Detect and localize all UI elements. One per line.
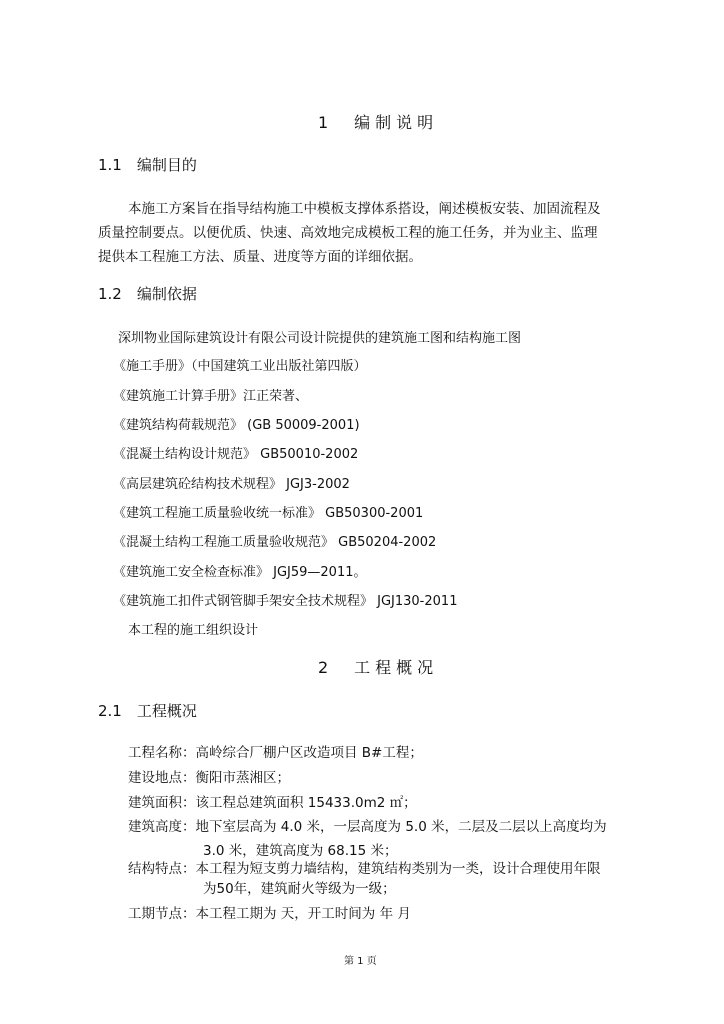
page-number: 第 1 页 [344, 956, 377, 967]
overview-line: 建筑高度：地下室层高为 4.0 米，一层高度为 5.0 米，二层及二层以上高度均为 [128, 819, 607, 835]
reference-item: 《建筑施工安全检查标准》 JGJ59—2011。 [113, 565, 367, 580]
overview-line: 建设地点：衡阳市蒸湘区； [128, 770, 290, 786]
overview-line: 3.0 米，建筑高度为 68.15 米； [203, 843, 398, 859]
reference-item: 《混凝土结构工程施工质量验收规范》 GB50204-2002 [113, 535, 437, 550]
section-2-title: 2 工程概况 [318, 658, 439, 677]
paragraph-line: 提供本工程施工方法、质量、进度等方面的详细依据。 [98, 249, 422, 265]
section-1-2-heading: 1.2 编制依据 [98, 285, 197, 303]
paragraph-line: 质量控制要点。以便优质、快速、高效地完成模板工程的施工任务，并为业主、监理 [98, 225, 598, 241]
paragraph-line: 本施工方案旨在指导结构施工中模板支撑体系搭设，阐述模板安装、加固流程及 [128, 201, 601, 217]
reference-item: 《建筑工程施工质量验收统一标准》 GB50300-2001 [113, 506, 424, 521]
overview-line: 为50年，建筑耐火等级为一级； [203, 881, 396, 897]
section-1-title: 1 编制说明 [318, 113, 439, 132]
section-2-1-heading: 2.1 工程概况 [98, 702, 197, 720]
reference-item: 深圳物业国际建筑设计有限公司设计院提供的建筑施工图和结构施工图 [118, 331, 522, 346]
overview-line: 工程名称：高岭综合厂棚户区改造项目 B#工程； [128, 745, 423, 761]
overview-line: 结构特点：本工程为短支剪力墙结构，建筑结构类别为一类，设计合理使用年限 [128, 861, 601, 877]
reference-item: 《建筑结构荷载规范》 (GB 50009-2001) [113, 418, 360, 433]
reference-item: 《施工手册》（中国建筑工业出版社第四版） [113, 359, 367, 374]
reference-item: 《混凝土结构设计规范》 GB50010-2002 [113, 447, 359, 462]
reference-item: 《建筑施工扣件式钢管脚手架安全技术规程》 JGJ130-2011 [113, 594, 458, 609]
section-1-1-heading: 1.1 编制目的 [98, 156, 197, 174]
overview-line: 工期节点：本工程工期为 天，开工时间为 年 月 [128, 906, 411, 922]
reference-item: 《建筑施工计算手册》江正荣著、 [113, 389, 309, 404]
reference-item: 本工程的施工组织设计 [128, 623, 259, 638]
overview-line: 建筑面积：该工程总建筑面积 15433.0m2 ㎡； [128, 795, 417, 811]
reference-item: 《高层建筑砼结构技术规程》 JGJ3-2002 [113, 477, 350, 492]
